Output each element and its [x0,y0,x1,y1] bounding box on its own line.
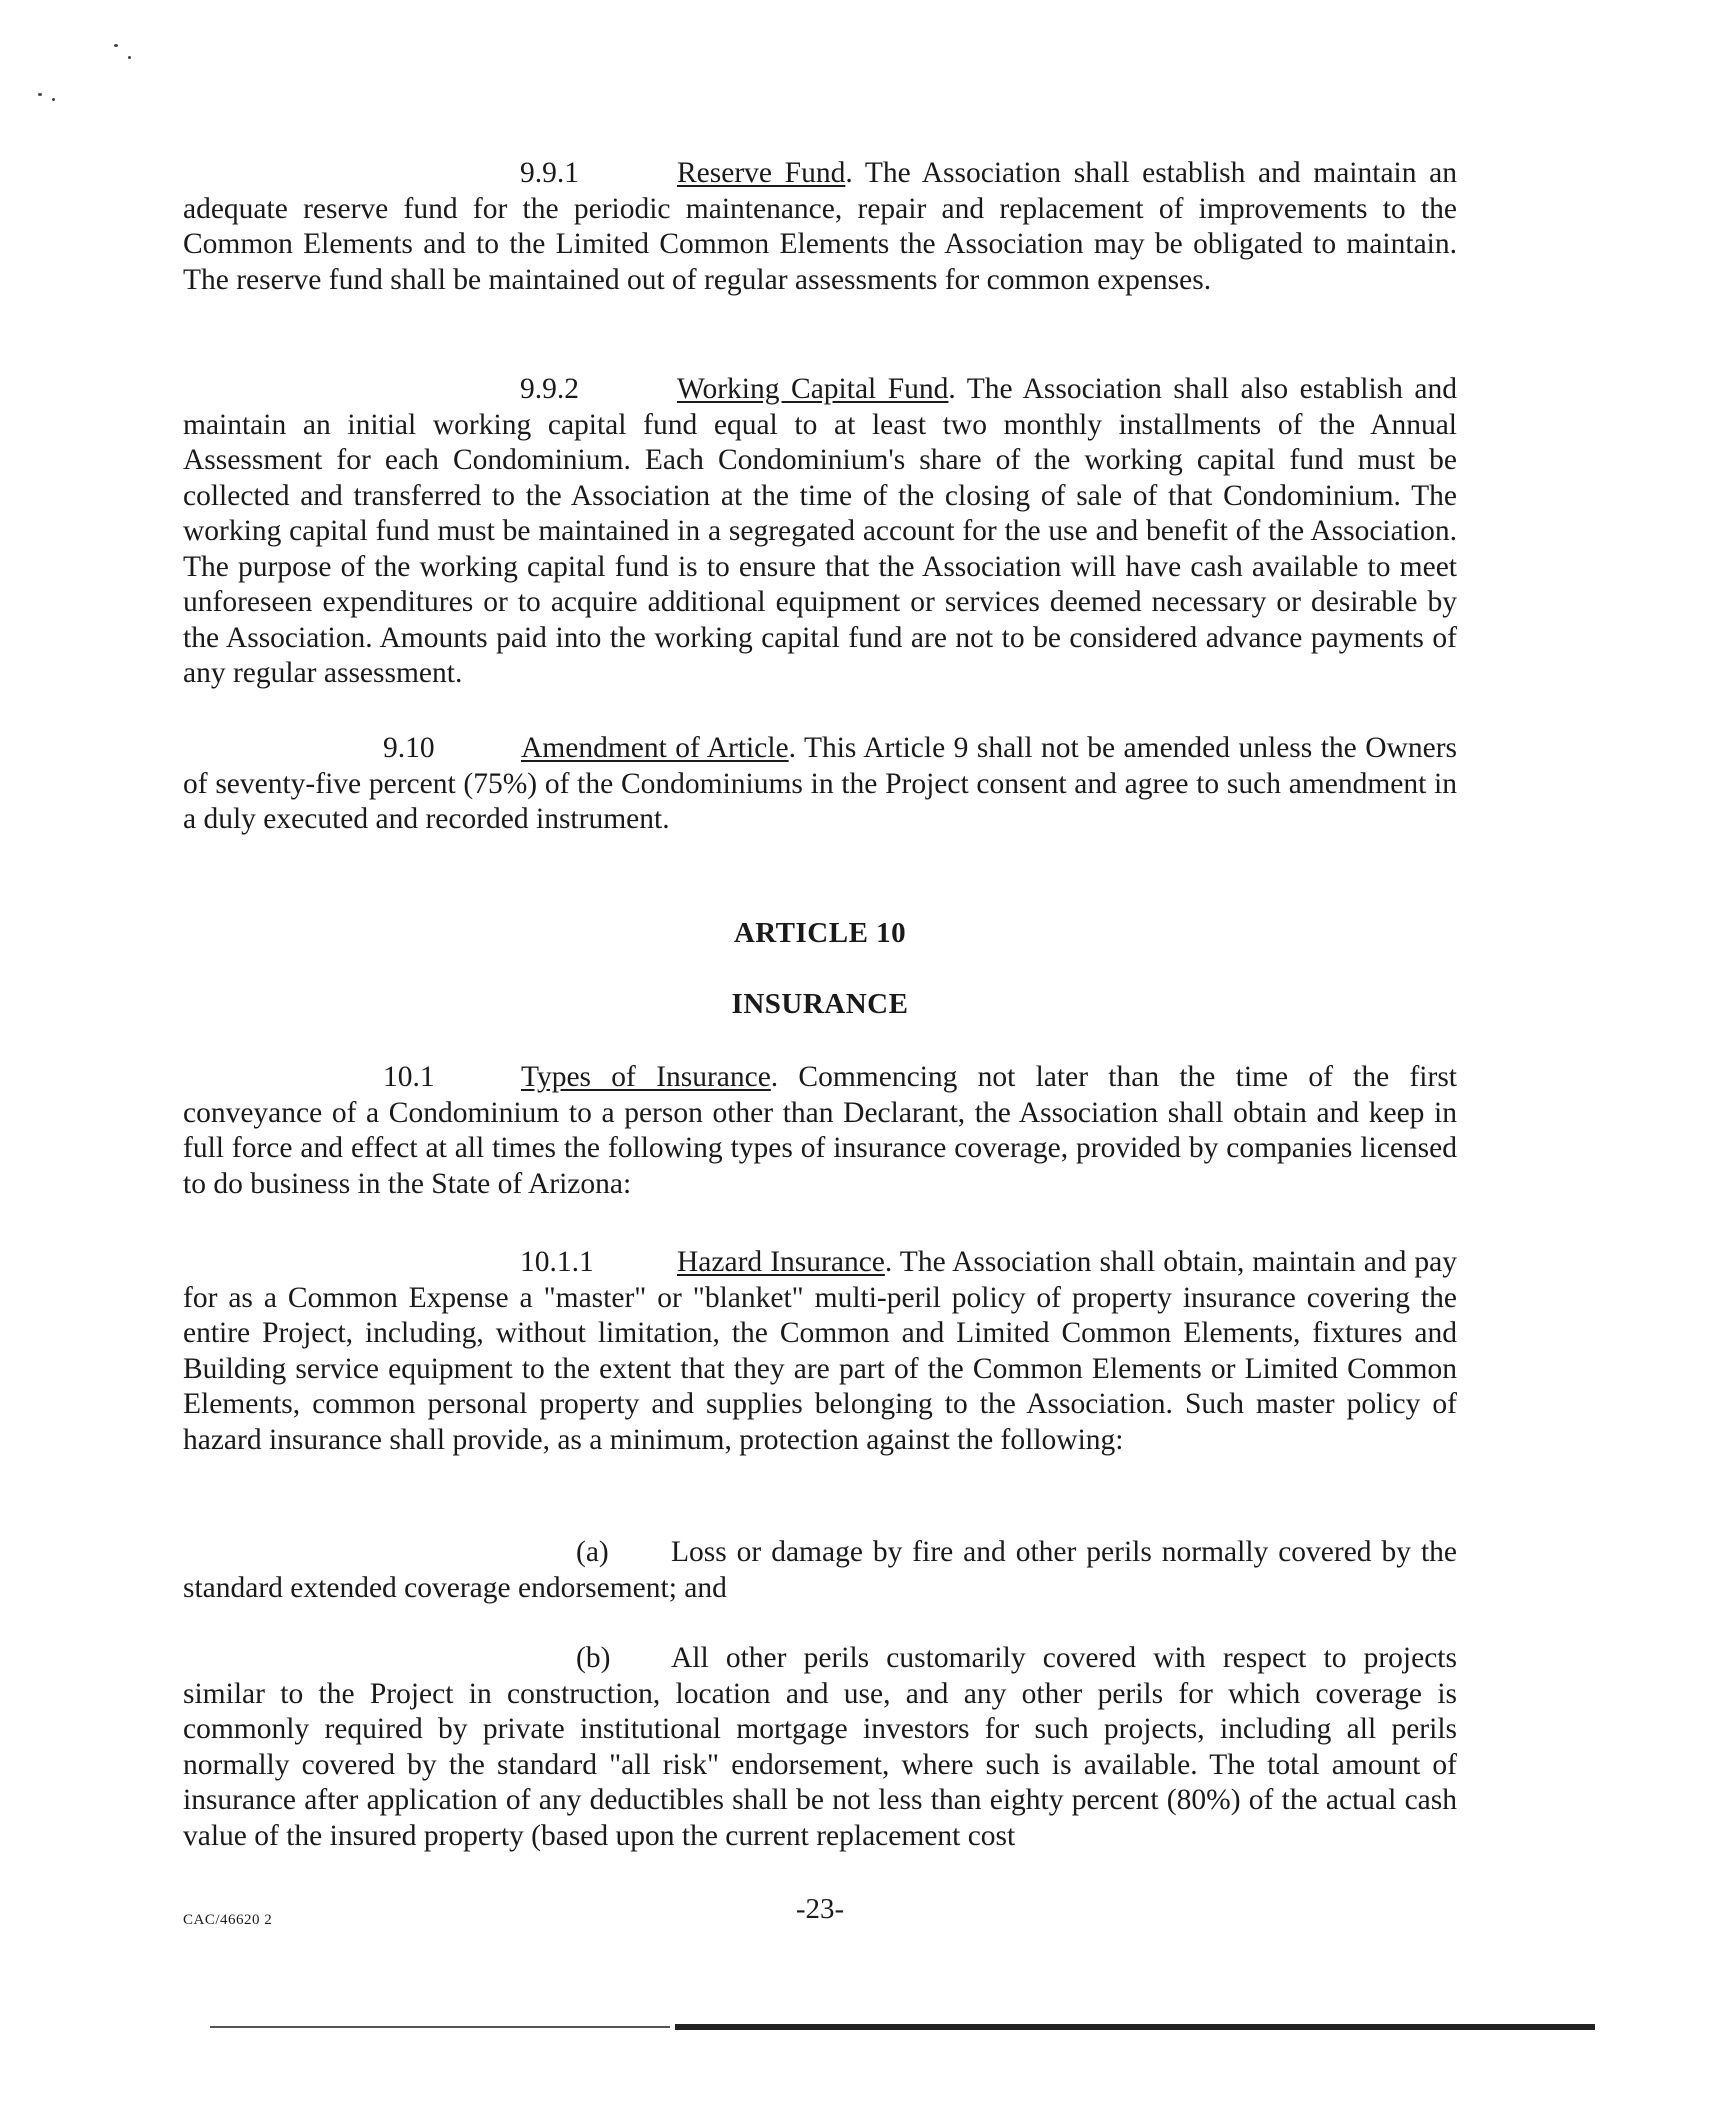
section-caption: Types of Insurance [521,1061,771,1093]
scan-speck [52,98,55,101]
document-id: CAC/46620 2 [183,1912,273,1928]
section-number: 9.9.1 [520,157,579,189]
subsection-text: All other perils customarily covered with respect to projects similar to the Project in construction, location and use, and any other perils for which coverage is commonly required by private institutional mortgage investors for such projects, including all perils normally covered by the standard "all risk" endorsement, where such is available. The total amount of insurance after application of any deductibles shall be not less than eighty percent (80%) of the actual cash value of the insured property (based upon the current replacement cost [183,1642,1457,1852]
section-number: 9.10 [383,732,435,764]
section-caption: Working Capital Fund [677,373,949,405]
scan-speck [128,56,131,59]
scan-speck [114,44,118,47]
section-9-9-1 [183,156,1457,298]
scan-speck [38,93,42,96]
section-caption: Amendment of Article [521,732,789,764]
article-number-heading: ARTICLE 10 [733,917,907,949]
subsection-text: Loss or damage by fire and other perils normally covered by the standard extended coverage endorsement; and [183,1536,1457,1604]
section-text: . This Article 9 shall not be amended unless the Owners of seventy-five percent (75%) of the Condominiums in the Project consent and agree to such amendment in a duly executed and recorded instrument. [183,732,1457,835]
page-number: -23- [795,1893,845,1925]
section-text: . The Association shall establish and maintain an adequate reserve fund for the periodic maintenance, repair and replacement of improvements to the Common Elements and to the Limited Common Elements the Association may be obligated to maintain. The reserve fund shall be maintained out of regular assessments for common expenses. [183,157,1457,296]
section-10-1-1 [183,1245,1457,1458]
subsection-marker: (a) [576,1536,609,1568]
section-caption: Hazard Insurance [677,1246,885,1278]
scan-rule-thin [210,2026,670,2028]
subsection-marker: (b) [576,1642,611,1674]
section-caption: Reserve Fund [677,157,846,189]
section-10-1 [183,1060,1457,1202]
subsection-a [183,1535,1457,1606]
subsection-b [183,1641,1457,1854]
section-9-10 [183,731,1457,838]
section-number: 9.9.2 [520,373,579,405]
section-9-9-2 [183,372,1457,692]
section-number: 10.1 [383,1061,435,1093]
article-title-heading: INSURANCE [731,988,909,1020]
section-text: . Commencing not later than the time of the first conveyance of a Condominium to a person other than Declarant, the Association shall obtain and keep in full force and effect at all times the following types of insurance coverage, provided by companies licensed to do business in the State of Arizona: [183,1061,1457,1200]
section-text: . The Association shall also establish and maintain an initial working capital fund equal to at least two monthly installments of the Annual Assessment for each Condominium. Each Condominium's share of the working capital fund must be collected and transferred to the Association at the time of the closing of sale of that Condominium. The working capital fund must be maintained in a segregated account for the use and benefit of the Association. The purpose of the working capital fund is to ensure that the Association will have cash available to meet unforeseen expenditures or to acquire additional equipment or services deemed necessary or desirable by the Association. Amounts paid into the working capital fund are not to be considered advance payments of any regular assessment. [183,373,1458,689]
section-text: . The Association shall obtain, maintain and pay for as a Common Expense a "master" or "blanket" multi-peril policy of property insurance covering the entire Project, including, without limitation, the Common and Limited Common Elements, fixtures and Building service equipment to the extent that they are part of the Common Elements or Limited Common Elements, common personal property and supplies belonging to the Association. Such master policy of hazard insurance shall provide, as a minimum, protection against the following: [183,1246,1457,1456]
section-number: 10.1.1 [520,1246,594,1278]
scan-rule-thick [675,2024,1595,2030]
